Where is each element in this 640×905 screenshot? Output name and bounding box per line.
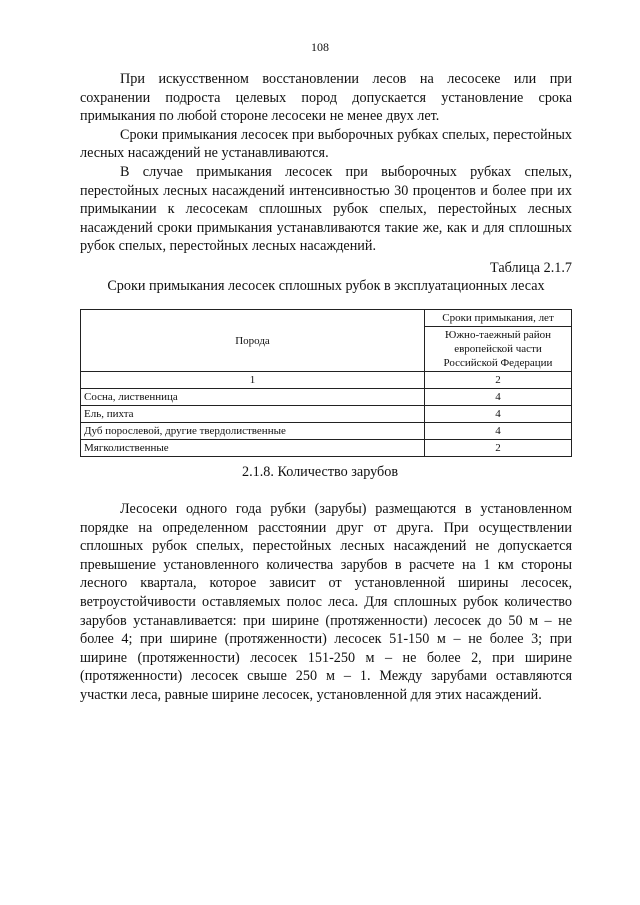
period-cell: 4 xyxy=(425,423,572,440)
adjacency-periods-table xyxy=(80,309,572,457)
table-row xyxy=(81,423,572,440)
species-cell: Сосна, лиственница xyxy=(81,389,425,406)
table-row xyxy=(81,389,572,406)
table-header-row xyxy=(81,310,572,327)
species-cell: Мягколиственные xyxy=(81,440,425,457)
section-title: 2.1.8. Количество зарубов xyxy=(241,464,399,480)
header-species: Порода xyxy=(81,310,425,372)
species-cell: Дуб порослевой, другие твердолиственные xyxy=(81,423,425,440)
period-cell: 4 xyxy=(425,389,572,406)
table-column-numbers-row xyxy=(81,372,572,389)
header-region: Южно-таежный район европейской части Российской Федерации xyxy=(425,327,572,372)
paragraph-selective-cutting: Сроки примыкания лесосек при выборочных рубках спелых, перестойных лесных насаждений не устанавливаются. xyxy=(80,126,572,162)
section-text xyxy=(80,500,572,705)
paragraph-artificial-restoration: При искусственном восстановлении лесов на лесосеке или при сохранении подроста целевых пород допускается установление срока примыкания по любой стороне лесосеки не менее двух лет. xyxy=(80,71,572,125)
column-number-1: 1 xyxy=(81,372,425,389)
species-cell: Ель, пихта xyxy=(81,406,425,423)
table-label: Таблица 2.1.7 xyxy=(490,260,572,276)
paragraph-adjacency-30-percent: В случае примыкания лесосек при выборочных рубках спелых, перестойных лесных насаждений интенсивностью 30 процентов и более при их примыкании к лесосекам сплошных рубок спелых, перестойных лесных насаждений сроки примыкания устанавливаются такие же, как и для сплошных рубок спелых, перестойных лесных насаждений. xyxy=(80,163,572,255)
table-row xyxy=(81,406,572,423)
paragraph-cuttings-count: Лесосеки одного года рубки (зарубы) размещаются в установленном порядке на определенном расстоянии друг от друга. При осуществлении сплошных рубок спелых, перестойных лесных насаждений не допускается превышение установленного количества зарубов в расчете на 1 км стороны лесного квартала, которое зависит от установленной ширины лесосек, ветроустойчивости оставляемых полос леса. Для сплошных рубок количество зарубов устанавливается: при ширине (протяженности) лесосек до 50 м – не более 4; при ширине (протяженности) лесосек 51-150 м – не более 3; при ширине (протяженности) лесосек 151-250 м – не более 2, при ширине (протяженности) лесосек свыше 250 м – 1. Между зарубами оставляются участки леса, равные ширине лесосек, установленной для этих насаждений. xyxy=(80,501,572,703)
intro-text xyxy=(80,70,572,256)
table-title: Сроки примыкания лесосек сплошных рубок в эксплуатационных лесах xyxy=(107,278,545,294)
header-period: Сроки примыкания, лет xyxy=(425,310,572,327)
period-cell: 4 xyxy=(425,406,572,423)
page-number: 108 xyxy=(311,40,329,54)
table-row xyxy=(81,440,572,457)
column-number-2: 2 xyxy=(425,372,572,389)
period-cell: 2 xyxy=(425,440,572,457)
